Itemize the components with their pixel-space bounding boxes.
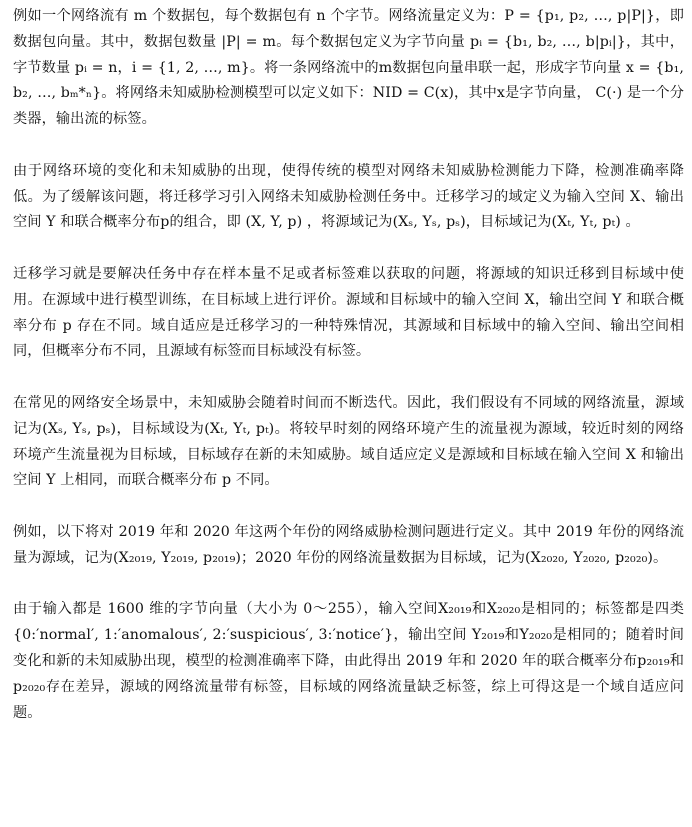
paragraph-gap: [13, 236, 684, 262]
document-page: [0, 4, 692, 827]
paragraph-conclusion: 由于输入都是 1600 维的字节向量（大小为 0～255），输入空间X₂₀₁₉和X₂₀₂₀是相同的；标签都是四类{0:′normal′, 1:′anomalous′, 2:′suspicious′, 3:′notice′}，输出空间 Y₂₀₁₉和Y₂₀₂₀是相同的；随着时间变化和新的未知威胁出现，模型的检测准确率下降，由此得出 2019 年和 2020 年的联合概率分布p₂₀₁₉和p₂₀₂₀存在差异，源域的网络流量带有标签，目标域的网络流量缺乏标签，综上可得这是一个域自适应问题。: [13, 601, 684, 721]
paragraph-gap: [13, 365, 684, 391]
paragraph-gap: [13, 572, 684, 598]
paragraph-security-scenario: 在常见的网络安全场景中，未知威胁会随着时间而不断迭代。因此，我们假设有不同域的网络流量，源域记为(Xₛ, Yₛ, pₛ)，目标域设为(Xₜ, Yₜ, pₜ)。将较早时刻的网络环境产生的流量视为源域，较近时刻的网络环境产生流量视为目标域，目标域存在新的未知威胁。域自适应定义是源域和目标域在输入空间 X 和输出空间 Y 上相同，而联合概率分布 p 不同。: [13, 394, 684, 489]
paragraph-year-example: 例如，以下将对 2019 年和 2020 年这两个年份的网络威胁检测问题进行定义。其中 2019 年份的网络流量为源域，记为(X₂₀₁₉, Y₂₀₁₉, p₂₀₁₉)；2020 年份的网络流量数据为目标域，记为(X₂₀₂₀, Y₂₀₂₀, p₂₀₂₀)。: [13, 523, 684, 566]
paragraph-domain-adaptation: 迁移学习就是要解决任务中存在样本量不足或者标签难以获取的问题，将源域的知识迁移到目标域中使用。在源域中进行模型训练，在目标域上进行评价。源域和目标域中的输入空间 X，输出空间 Y 和联合概率分布 p 存在不同。域自适应是迁移学习的一种特殊情况，其源域和目标域中的输入空间、输出空间相同，但概率分布不同，且源域有标签而目标域没有标签。: [13, 265, 684, 360]
paragraph-network-flow-definition: 例如一个网络流有 m 个数据包，每个数据包有 n 个字节。网络流量定义为：P = {p₁, p₂, …, p|P|}，即数据包向量。其中，数据包数量 |P| = m。每个数据包定义为字节向量 pᵢ = {b₁, b₂, …, b|pᵢ|}，其中，字节数量 pᵢ = n，i = {1, 2, …, m}。将一条网络流中的m数据包向量串联一起，形成字节向量 x = {b₁, b₂, …, bₘ*ₙ}。将网络未知威胁检测模型可以定义如下：NID = C(x)，其中x是字节向量， C(·) 是一个分类器，输出流的标签。: [13, 8, 684, 128]
paragraph-transfer-learning-domain: 由于网络环境的变化和未知威胁的出现，使得传统的模型对网络未知威胁检测能力下降，检测准确率降低。为了缓解该问题，将迁移学习引入网络未知威胁检测任务中。迁移学习的域定义为输入空间 X、输出空间 Y 和联合概率分布p的组合，即 (X, Y, p) ，将源域记为(Xₛ, Yₛ, pₛ)，目标域记为(Xₜ, Yₜ, pₜ) 。: [13, 162, 684, 231]
paragraph-gap: [13, 133, 684, 159]
paragraph-gap: [13, 494, 684, 520]
